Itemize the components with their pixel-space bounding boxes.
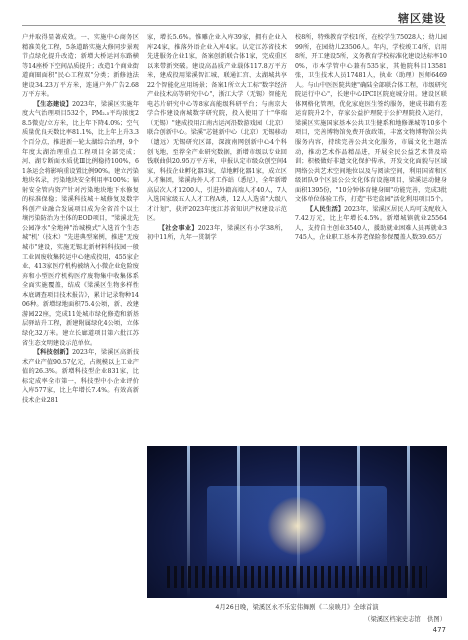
page-number: 477 <box>432 626 446 634</box>
paragraph-innovation <box>22 348 139 405</box>
stage-performance-photo <box>147 446 447 598</box>
paragraph-text: 2023年，梁溪区有小学38所，初中11所，九年一贯制学 <box>147 224 287 242</box>
text-column-middle <box>147 33 287 443</box>
paragraph-livelihood <box>295 205 447 243</box>
paragraph-text: 2023年，梁溪区居民人均可支配收入7.42万元，比上年增长4.5%。新增城镇就业25564人，支持自主创业3540人，援助就业困难人员再就业3745人，企业职工基本养老保险参保覆盖人数39.65万 <box>295 205 448 242</box>
paragraph-text: 2023年，梁溪区实施年度大气治理项目532个，PM₂.₅平均浓度28.5微克/立方米，比上年下降4.0%；空气质量优良天数比率81.1%，比上年上升3.3个百分点，推进新一轮太湖综合治理，9个年度太湖治理重点工程项目全部完成；河、湖专断面水质优Ⅲ比例稳持100%，61条运会将影响重设置比例90%。建立污染地块名录，污染地块安全利用率100%；辐射安全管内资产针对污染地块地下水修复的标准保稳；梁溪科技城＋城修复及数字科创产业融合发展项目成为全省首个以土壤污染防治为主体的EOD项目，"梁溪北先公园净水"全地神"治城模式"入选首个生态城"机'（技术）"先进典型案例，推进"无废城市"建设，实施无锡北新材料科技园一般工业固废收集转运中心建成投用，455家企业、413家医疗机构被纳入小微企业危险废弃和小型医疗机构医疗废物集中收集体系全面实施覆盖，结成《梁溪区生物多样性本底调查项目技术报告》，累计记录物种1406种。新增绿地面积75.4公顷，新、改建游园22座，完成11处城市绿化修造和新基层驿站升工程，新建附属绿化4公顷，立体绿化32万米。建立长廊道项目第六批江苏省生态文明建设示范单位。 <box>22 100 140 347</box>
performers-silhouette <box>167 566 427 588</box>
text-column-right <box>295 33 447 443</box>
paragraph: 户并取得显著成效。一、实施中心商务区精准美化工程，5条道路实施大修同步景观节点绿化提升改造；新增大桥运河东路横等14座桥下空间品质提升；改造1个商业街道商圈面积"民心工程双"分类；新修池法建设34.23万平方米，连通户外广告2.68万平方米。 <box>22 34 139 99</box>
paragraph-text: 2023年，梁溪区高新技术产业产值90.57亿元，占规模以上工业产值的26.3%。新增科技型企业831家，比标定成率全市第一，科技型中小企业评价入库577家，比上年增长7.4%。有效高新技术企业281 <box>22 349 140 404</box>
running-header <box>0 0 468 26</box>
section-heading-social: 【社会事业】 <box>158 224 198 232</box>
stage-light-glow <box>267 496 327 556</box>
paragraph: 家，增长5.6%。惟雕企业入库39家，拥有企业入库24家，推落外语企业入库4家。认定江苏省技术先进服务企业1家，备案创新联合体1家，完成重区以来带新突破。建设高品质产业载体117.8万平方米，建成投用梁溪智汇城、联通汇宫、太湖城共享22个智能化应用场景；备案1所立大工标"数字经济产业技术高等研究中心"，浙江大学（无锡）智能光电芯片研究中心等8家高能级科研平台；与南京大学合作建设南城数字研究院，投入使用了十"华瑞（无锡）"建成投用江南古运河沿数游戏园（北京）联合创新中心。梁溪"芯链新中心（北京）无锡移动（遗远）无锡研究区部，深渡南网创新中心4个科创飞地，至荐全产业研究数据，新增市级以专业回钱联曲供20.95万平方米，申报认定市级众创空间4家，科技企业孵化器3家，草地孵化器1家，成立区人才集团，梁溪海外人才工作站（悉尼），全年新增高层次人才1200人，引进外籍高端人才40人，7人入选国家级五人人才工程A类，12人人选省"大级八才计划"，获评2023年度江苏省知识产权建设示范区。 <box>147 34 287 223</box>
paragraph: 校8所，特殊教育学校1所，在校学生75028人；幼儿园99所，在园幼儿23506人。年内，学校竣工4所，启用8所，开工建设5所，义务教育学校标准化建设达标率100%，市本学管中心兼有535家，其他院科目13581张，卫生技术人员17481人，执业（助理）医师6469人。与山中医医院共建"确陆全部联合体工程，市级研究院运行中心"，长建中心IPCI区院庭城分用。建设区联体网格化管理，优化家庭医生签约服务，建成书籍有差运育院升2个，存家公益护理院于公护理院投入运行，梁溪区实施国家基本公共卫生健系和地修课城等10多个项目，完善博物馆免费开放政策，丰富文物博物馆公共服务内容，持续完善公共文化服务，市属文化主题活动，推动艺术作品精品进，开展全民公益艺术普及培训；积极做好非遗文化保护传承，开发文化面貌与区域网络公共艺术空间地位以及与阅读空间，利用国省和区级团队9个区县公公文化体育设施项目，梁溪运动健身面积1395份，"10分钟体育健身圈"功能完善，完成3批文体单位体验工作，打造"书宅盒园"活化利用项目5个。 <box>295 34 447 204</box>
header-divider <box>22 25 446 26</box>
section-heading-innovation: 【科技创新】 <box>33 349 73 357</box>
photo-caption: 4月26日晚，梁溪区永不乐宏伟舞剧《二泉映月》全球首演 <box>215 604 379 611</box>
photo-credit: （梁溪区档案史志馆 供图） <box>364 616 446 623</box>
text-column-left <box>22 33 139 623</box>
section-heading-ecology: 【生态建设】 <box>33 100 73 108</box>
paragraph-social <box>147 224 287 243</box>
paragraph-ecology <box>22 100 139 348</box>
section-title: 辖区建设 <box>398 12 446 25</box>
section-heading-livelihood: 【人民生活】 <box>306 205 345 213</box>
